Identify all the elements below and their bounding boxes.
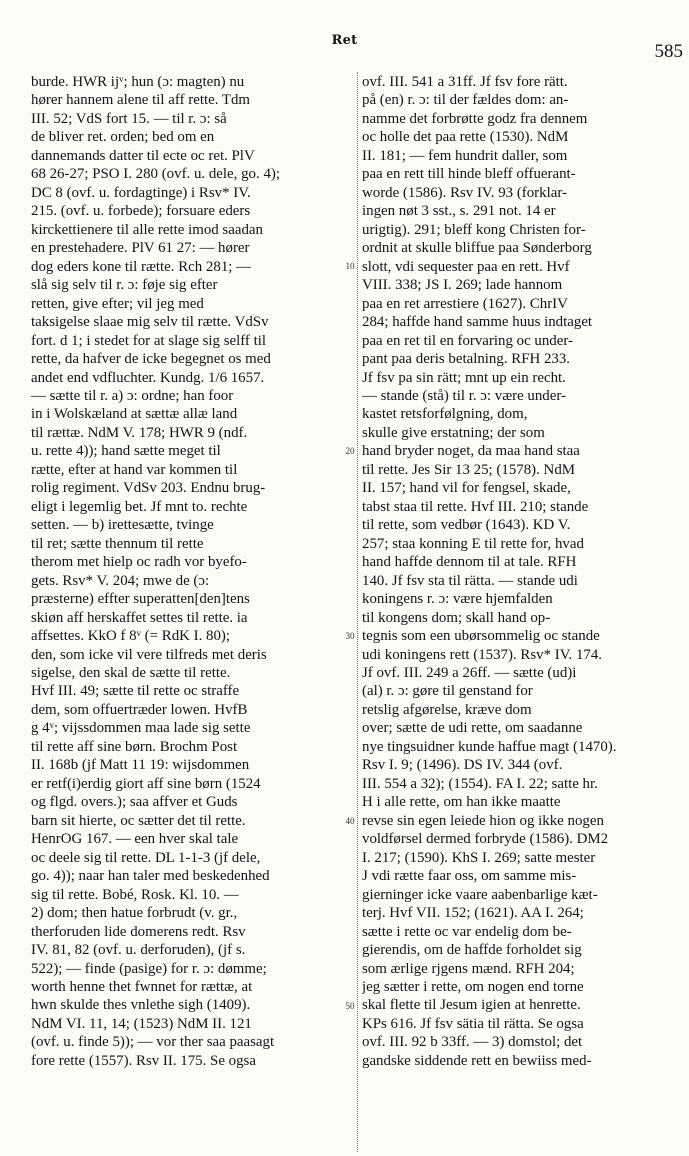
text-line: gets. Rsv* V. 204; mwe de (ɔ: <box>31 572 210 589</box>
text-line: retten, give efter; vil jeg med <box>31 295 204 312</box>
text-line: III. 52; VdS fort 15. — til r. ɔ: så <box>31 110 227 127</box>
text-line: 257; staa konning E til rette for, hvad <box>362 535 584 552</box>
line-number-marker: 30 <box>345 631 355 641</box>
text-line: udi koningens rett (1537). Rsv* IV. 174. <box>362 646 603 663</box>
text-line: oc deele sig til rette. DL 1-1-3 (jf dele, <box>31 849 261 866</box>
text-line: 2) dom; then hatue forbrudt (v. gr., <box>31 905 238 922</box>
text-line: go. 4)); naar han taler med beskedenhed <box>31 868 270 885</box>
text-line: taksigelse slaae mig selv til rætte. VdSv <box>31 314 269 331</box>
text-line: den, som icke vil vere tilfreds met deris <box>31 646 267 663</box>
text-line: worth henne thet fwnnet for rættæ, at <box>31 978 253 995</box>
text-line: therforuden lide domerens redt. Rsv <box>31 923 246 940</box>
text-line: rette, da hafver de icke begegnet os med <box>31 351 271 368</box>
text-line: andet end vdfluchter. Kundg. 1/6 1657. <box>31 369 265 386</box>
text-line: NdM VI. 11, 14; (1523) NdM II. 121 <box>31 1015 252 1032</box>
text-line: dog eders kone til rætte. Rch 281; — <box>31 258 252 275</box>
text-line: burde. HWR ijᵛ; hun (ɔ: magten) nu <box>31 74 245 90</box>
text-line: en prestehadere. PlV 61 27: — hører <box>31 240 250 257</box>
text-line: paa en rett till hinde bleff offuerant- <box>362 166 576 183</box>
text-line: er retf(i)erdig giort aff sine børn (1524 <box>31 775 261 792</box>
line-number-marker: 50 <box>345 1001 355 1011</box>
text-line: over; sætte de udi rette, om saadanne <box>362 720 583 737</box>
text-line: til rette, som vedbør (1643). KD V. <box>362 517 571 534</box>
text-line: kirckettienere til alle rette imod saadan <box>31 221 263 238</box>
text-line: dannemands datter til ecte oc ret. PlV <box>31 147 255 164</box>
text-line: Rsv I. 9; (1496). DS IV. 344 (ovf. <box>362 757 563 774</box>
text-line: retslig afgørelse, kræve dom <box>362 701 532 718</box>
line-number-marker: 40 <box>345 816 355 826</box>
text-line: urigtig). 291; bleff kong Christen for- <box>362 221 586 238</box>
text-line: ordnit at skulle bliffue paa Sønderborg <box>362 240 592 257</box>
text-line: terj. Hvf VII. 152; (1621). AA I. 264; <box>362 905 584 922</box>
column-divider <box>357 72 359 1152</box>
text-line: namme det forbrøtte godz fra dennem <box>362 110 588 127</box>
text-line: H i alle rette, om han ikke maatte <box>362 794 561 811</box>
text-line: 284; haffde hand samme huus indtaget <box>362 314 593 331</box>
text-line: rolig regiment. VdSv 203. Endnu brug- <box>31 480 266 497</box>
text-line: eligt i legemlig bet. Jf mnt to. rechte <box>31 498 248 515</box>
text-line: jeg sætter i rette, om nogen end torne <box>362 978 584 995</box>
text-line: kastet retsforfølgning, dom, <box>362 406 528 423</box>
text-line: ingen nøt 3 sst., s. 291 not. 14 er <box>362 203 556 220</box>
text-line: 68 26-27; PSO I. 280 (ovf. u. dele, go. 4); <box>31 166 280 183</box>
text-line: slott, vdi sequester paa en rett. Hvf <box>362 258 570 275</box>
text-line: tegnis som een ubørsommelig oc stande <box>362 628 600 645</box>
text-line: hand bryder noget, da maa hand staa <box>362 443 580 460</box>
text-line: g 4ᵛ; vijssdommen maa lade sig sette <box>31 720 251 737</box>
text-line: gierninger icke vaare aabenbarlige kæt- <box>362 886 598 903</box>
text-line: gierendis, om de haffde forholdet sig <box>362 942 582 959</box>
text-line: III. 554 a 32); (1554). FA I. 22; satte hr. <box>362 775 598 792</box>
text-line: og flgd. overs.); saa affver et Guds <box>31 794 238 811</box>
text-line: sætte i rette oc var endelig dom be- <box>362 923 572 940</box>
line-number-marker: 20 <box>345 446 355 456</box>
text-line: 215. (ovf. u. forbede); forsuare eders <box>31 203 251 220</box>
text-line: J vdi rætte faar oss, om samme mis- <box>362 868 577 885</box>
text-line: fort. d 1; i stedet for at slage sig selff til <box>31 332 267 349</box>
running-head: Ret <box>331 33 358 48</box>
text-line: barn sit hierte, oc sætter det til rette. <box>31 812 246 829</box>
text-line: IV. 81, 82 (ovf. u. derforuden), (jf s. <box>31 942 246 959</box>
text-line: ovf. III. 541 a 31ff. Jf fsv fore rätt. <box>362 74 568 90</box>
text-line: Jf fsv pa sin rätt; mnt up ein recht. <box>362 369 566 386</box>
text-line: sig til rette. Bobé, Rosk. Kl. 10. — <box>31 886 239 903</box>
left-column <box>31 73 359 1070</box>
text-line: som ærlige rjgens mænd. RFH 204; <box>362 960 575 977</box>
text-line: sigelse, den skal de sætte til rette. <box>31 665 231 681</box>
text-line: rætte, efter at hand var kommen til <box>31 461 238 478</box>
text-line: til rette. Jes Sir 13 25; (1578). NdM <box>362 461 575 478</box>
text-line: fore rette (1557). Rsv II. 175. Se ogsa <box>31 1052 256 1069</box>
text-line: VIII. 338; JS I. 269; lade hannom <box>362 277 563 294</box>
text-line: skulle give erstatning; der som <box>362 424 545 441</box>
text-line: DC 8 (ovf. u. fordagtinge) i Rsv* IV. <box>31 184 251 201</box>
text-line: 140. Jf fsv sta til rätta. — stande udi <box>362 572 578 589</box>
text-line: in i Wolskæland at sættæ allæ land <box>31 406 238 423</box>
text-line: ovf. III. 92 b 33ff. — 3) domstol; det <box>362 1034 583 1051</box>
text-line: HenrOG 167. — een hver skal tale <box>31 831 239 848</box>
text-line: hører hannem alene til aff rette. Tdm <box>31 92 250 109</box>
text-line: II. 181; — fem hundrit daller, som <box>362 147 568 164</box>
text-line: hwn skulde thes vnlethe sigh (1409). <box>31 997 251 1014</box>
text-line: tabst staa til rette. Hvf III. 210; stande <box>362 498 589 515</box>
text-line: gandske siddende rett en bewiiss med- <box>362 1052 592 1069</box>
text-line: paa en ret til en forvaring oc under- <box>362 332 573 349</box>
text-line: therom met hielp oc radh vor byefo- <box>31 554 247 571</box>
text-line: voldførsel dermed forbryde (1586). DM2 <box>362 831 609 848</box>
text-line: skal flette til Jesum igien at henrette. <box>362 997 581 1014</box>
text-line: nye tingsuidner kunde haffue magt (1470). <box>362 738 617 755</box>
text-line: u. rette 4)); hand sætte meget til <box>31 443 221 460</box>
text-line: — sætte til r. a) ɔ: ordne; han foor <box>31 387 234 404</box>
text-line: dem, som offuertræder lowen. HvfB <box>31 701 248 718</box>
text-line: Jf ovf. III. 249 a 26ff. — sætte (ud)i <box>362 665 577 681</box>
text-line: (al) r. ɔ: gøre til genstand for <box>362 683 533 700</box>
text-line: skiøn aff herskaffet settes til rette. ia <box>31 609 248 626</box>
page-number: 585 <box>654 41 683 62</box>
text-line: revse sin egen leiede hion og ikke nogen <box>362 812 604 829</box>
text-line: Hvf III. 49; sætte til rette oc straffe <box>31 683 240 700</box>
right-column <box>362 73 683 1070</box>
text-line: til rette aff sine børn. Brochm Post <box>31 738 238 755</box>
text-line: II. 157; hand vil for fengsel, skade, <box>362 480 571 497</box>
text-line: på (en) r. ɔ: til der fældes dom: an- <box>362 92 569 109</box>
text-line: pant paa deris betalning. RFH 233. <box>362 351 571 368</box>
line-number-marker: 10 <box>345 261 355 271</box>
text-line: præsterne) effter superatten[den]tens <box>31 591 250 608</box>
text-line: hand haffde dennom til at tale. RFH <box>362 554 577 571</box>
text-line: de bliver ret. orden; bed om en <box>31 129 215 146</box>
text-line: KPs 616. Jf fsv sätia til rätta. Se ogsa <box>362 1015 584 1032</box>
text-line: affsettes. KkO f 8ᵛ (= RdK I. 80); <box>31 628 231 645</box>
text-line: worde (1586). Rsv IV. 93 (forklar- <box>362 184 567 201</box>
text-line: II. 168b (jf Matt 11 19: wijsdommen <box>31 757 250 774</box>
text-line: 522); — finde (pasige) for r. ɔ: dømme; <box>31 960 267 977</box>
text-line: til ret; sætte thennum til rette <box>31 535 204 552</box>
text-line: — stande (stå) til r. ɔ: være under- <box>362 387 566 404</box>
text-line: paa en ret arrestiere (1627). ChrIV <box>362 295 568 312</box>
text-line: til kongens dom; skall hand op- <box>362 609 551 626</box>
text-line: (ovf. u. finde 5)); — vor ther saa paasagt <box>31 1034 275 1051</box>
text-line: oc holle det paa rette (1530). NdM <box>362 129 569 146</box>
text-line: I. 217; (1590). KhS I. 269; satte mester <box>362 849 596 866</box>
text-line: slå sig selv til r. ɔ: føje sig efter <box>31 277 218 294</box>
text-line: koningens r. ɔ: være hjemfalden <box>362 591 553 608</box>
text-line: setten. — b) irettesætte, tvinge <box>31 517 214 534</box>
text-line: til rættæ. NdM V. 178; HWR 9 (ndf. <box>31 424 248 441</box>
